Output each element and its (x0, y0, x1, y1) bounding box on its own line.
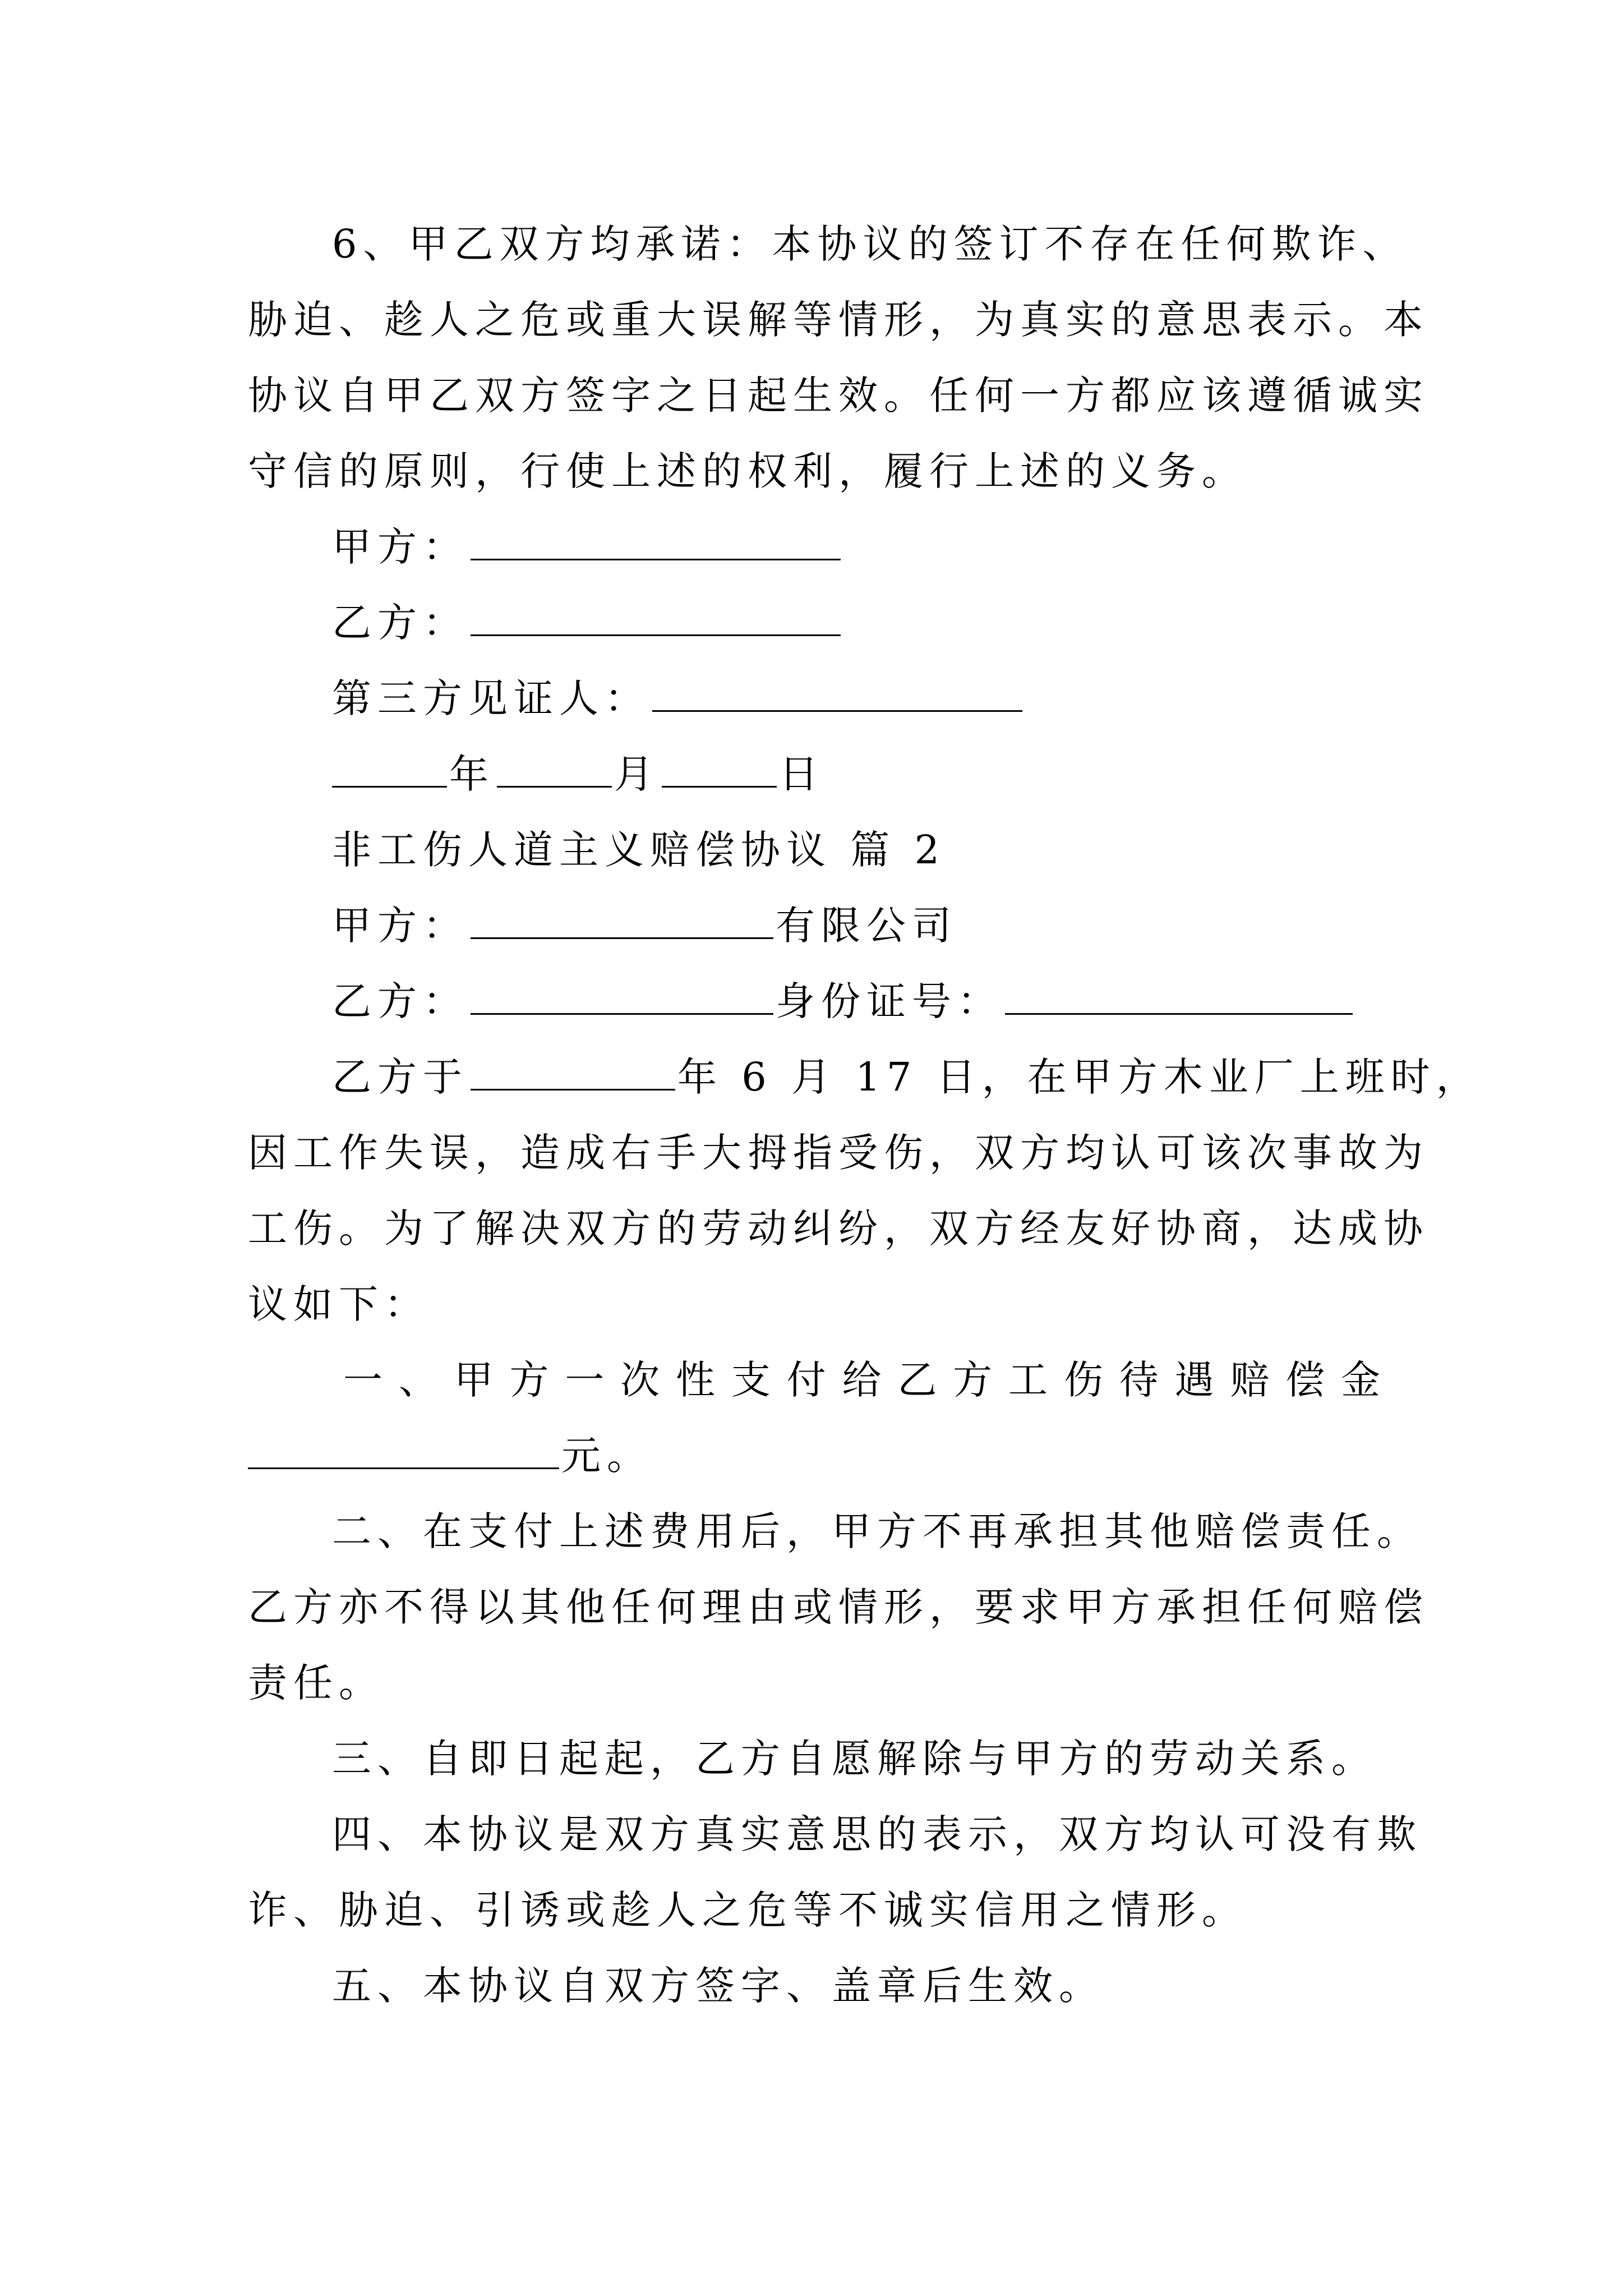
clause6-line-4: 守信的原则，行使上述的权利，履行上述的义务。 (248, 448, 1247, 494)
month-blank (497, 751, 612, 788)
item1-line-2 (248, 1428, 1386, 1484)
party-b-blank (471, 600, 841, 636)
intro-line-3: 工伤。为了解决双方的劳动纠纷，双方经友好协商，达成协 (248, 1205, 1429, 1251)
intro-line-4: 议如下： (248, 1281, 430, 1327)
company-suffix: 有限公司 (776, 903, 957, 949)
witness-blank (652, 675, 1022, 712)
item3: 三、自即日起起，乙方自愿解除与甲方的劳动关系。 (332, 1736, 1377, 1782)
header-party-a-label: 甲方： (332, 903, 468, 949)
clause6-line-1: 6、甲乙双方均承诺：本协议的签订不存在任何欺诈、 (332, 221, 1408, 267)
company-name-blank (471, 903, 773, 939)
party-a-blank (471, 524, 841, 560)
sign-date (332, 746, 1386, 802)
item2-line-2: 乙方亦不得以其他任何理由或情形，要求甲方承担任何赔偿 (248, 1584, 1429, 1630)
party-a-label: 甲方： (332, 524, 468, 570)
clause6-line-2: 胁迫、趁人之危或重大误解等情形，为真实的意思表示。本 (248, 297, 1429, 343)
intro-line-2: 因工作失误，造成右手大拇指受伤，双方均认可该次事故为 (248, 1130, 1429, 1176)
header-party-b-label: 乙方： (332, 978, 468, 1024)
intro-rest: 年 6 月 17 日，在甲方木业厂上班时， (677, 1054, 1482, 1100)
intro-year-blank (471, 1054, 675, 1091)
day-blank (662, 751, 777, 788)
item4-line-1: 四、本协议是双方真实意思的表示，双方均认可没有欺 (332, 1811, 1422, 1857)
section-title: 非工伤人道主义赔偿协议 篇 2 (332, 827, 946, 873)
item2-line-3: 责任。 (248, 1660, 384, 1706)
year-label: 年 (449, 751, 495, 797)
day-label: 日 (779, 751, 824, 797)
compensation-amount-blank (248, 1433, 559, 1469)
witness-label: 第三方见证人： (332, 675, 650, 721)
item4-line-2: 诈、胁迫、引诱或趁人之危等不诚实信用之情形。 (248, 1887, 1247, 1933)
party-b-name-blank (471, 978, 773, 1015)
item1-line-1: 一、甲方一次性支付给乙方工伤待遇赔偿金 (343, 1357, 1386, 1403)
id-label: 身份证号： (776, 978, 1003, 1024)
item1-unit: 元。 (561, 1433, 652, 1479)
clause6-line-3: 协议自甲乙双方签字之日起生效。任何一方都应该遵循诚实 (248, 372, 1429, 418)
item5: 五、本协议自双方签字、盖章后生效。 (332, 1963, 1104, 2009)
item2-line-1: 二、在支付上述费用后，甲方不再承担其他赔偿责任。 (332, 1508, 1422, 1554)
sign-party-b (332, 595, 1386, 651)
intro-prefix: 乙方于 (332, 1054, 468, 1100)
month-label: 月 (614, 751, 660, 797)
sign-party-a (332, 519, 1386, 575)
year-blank (332, 751, 447, 788)
intro-line-1 (332, 1049, 1482, 1105)
sign-witness (332, 670, 1386, 726)
header-party-b (332, 973, 1386, 1029)
header-party-a (332, 898, 1386, 954)
id-number-blank (1005, 978, 1353, 1015)
party-b-label: 乙方： (332, 600, 468, 646)
